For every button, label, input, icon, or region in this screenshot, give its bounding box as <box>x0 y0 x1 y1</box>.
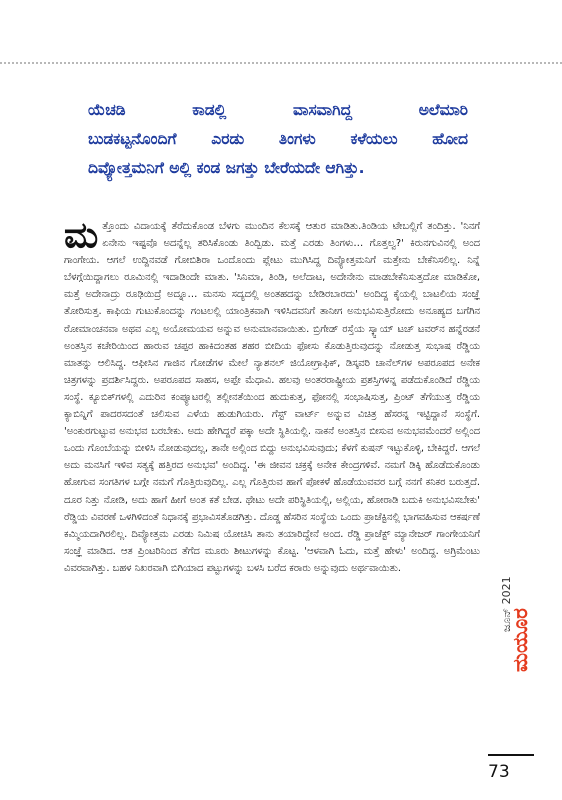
article-body <box>64 214 480 577</box>
top-dotted-rule <box>0 62 562 64</box>
drop-cap: ಮ <box>64 214 99 256</box>
article-text: ತ್ತೊಂದು ವಿದಾಯಕ್ಕೆ ತೆರೆದುಕೊಂಡ ಬೆಳಗು ಮುಂದಿನ ಕೆಲಸಕ್ಕೆ ಆತುರ ಮಾಡಿತು.ತಿಂಡಿಯ ಟೇಬಲ್ಲಿಗೆ ತಂದಿತ್ತು. 'ನಿನಗೆ ಏನೇನು ಇಷ್ಟವೊ ಅದನ್ನೆಲ್ಲ ತರಿಸಿಕೊಂಡು ತಿಂದ್ಬಿಡು. ಮತ್ತೆ ಎರಡು ತಿಂಗಳು… ಗೊತ್ತಲ್ವ?' ಕಿರುನಗುವಿನಲ್ಲಿ ಅಂದ ಗಾಂಗೇಯ. ಆಗಲೆ ಉದ್ದಿನವಡೆ ಗೋಬಿಶಿರಾ ಒಂದೊಂದು ಪ್ಲೇಟು ಮುಗಿಸಿದ್ದ ದಿವ್ಯೋತ್ತಮನಿಗೆ ಮತ್ತೇನು ಬೇಕೆನಿಸಲಿಲ್ಲ. ನಿನ್ನೆ ಬೆಳಗ್ಗೆಯಿದ್ದಾಗಲು ರೂಮಿನಲ್ಲಿ ಇದಾಡಿಂದೇ ಮಾತು. 'ಸಿನಿಮಾ, ತಿಂಡಿ, ಅಲೆದಾಟ, ಅದೇನೇನು ಮಾಡಬೇಕೆನಿಸುತ್ತದೋ ಮಾಡಿಕೋ, ಮತ್ತೆ ಅದೇನಾದ್ರು ರೂಢಿಯಿದ್ರೆ ಅದ್ನೂ… ಮನಸು ಸದ್ಯದಲ್ಲಿ ಅಂತಹದನ್ನು ಬೇಡಿರಬಾರದು' ಅಂದಿದ್ದ ಕೈಯಲ್ಲಿ ಬಾಟಲಿಯ ಸಂಜ್ಞೆ ತೋರಿಸುತ್ತ. ಕಾಫಿಯ ಗುಟುಕೊಂದನ್ನು ಗಂಟಲಲ್ಲಿ ಯಾಂತ್ರಿಕವಾಗಿ ಇಳಿಸಿದವನಿಗೆ ತಾನೀಗ ಅನುಭವಿಸುತ್ತಿರೋದು ಅನೂಹ್ಯದ ಬಗೆಗಿನ ರೋಮಾಂಚನವಾ ಅಥವ ಎಲ್ಲ ಅಯೋಮಯವ ಅನ್ನುವ ಅನುಮಾನವಾಯಿತು. ಬ್ರಿಗೇಡ್ ರಸ್ತೆಯ ಸ್ಕ್ವಾಯ್ ಟಚ್ ಟವರ್‌ನ ಹನ್ನೆರಡನೆ ಅಂತಸ್ತಿನ ಕಚೇರಿಯಿಂದ ಹಾರುವ ಚಪ್ಪರ ಹಾಕಿದಂತಹ ಶಹರ ಬೀದಿಯ ಫೋಸು ಕೊಡುತ್ತಿರುವುದನ್ನು ನೋಡುತ್ತ ಸುಭಾಷ ರೆಡ್ಡಿಯ ಮಾತನ್ನು ಆಲಿಸಿದ್ದ. ಆಫೀಸಿನ ಗಾಜಿನ ಗೋಡೆಗಳ ಮೇಲೆ ನ್ಯಾಶನಲ್ ಜಿಯೋಗ್ರಾಫಿಕ್, ಡಿಸ್ಕವರಿ ಚಾನೆಲ್‌ಗಳ ಅಪರೂಪದ ಅನೇಕ ಚಿತ್ರಗಳನ್ನು ಪ್ರದರ್ಶಿಸಿದ್ದರು. ಅಪರೂಪದ ಸಾಹಸ, ಅಪ್ಪೇ ಮೆಧಾವಿ. ಹಲವು ಅಂತರರಾಷ್ಟ್ರೀಯ ಪ್ರಶಸ್ತಿಗಳನ್ನ ಪಡೆದುಕೊಂಡಿದೆ ರೆಡ್ಡಿಯ ಸಂಸ್ಥೆ. ಕ್ಯೂಬಿಕ್‌ಗಳಲ್ಲಿ ಎದುರಿನ ಕಂಪ್ಯೂಟರಲ್ಲಿ ತಲ್ಲೀನತೆಯಿಂದ ಹುದುಕುತ್ತ, ಫೋನಲ್ಲಿ ಸಂಭಾಷಿಸುತ್ತ, ಪ್ರಿಂಟ್ ತೆಗೆಯುತ್ತ ರೆಡ್ಡಿಯ ಕ್ಯಾಬಿನ್ನಿಗೆ ಪಾದರಸದಂತೆ ಚಲಿಸುವ ಎಳೆಯ ಹುಡುಗಿಯರು. ಗೆಸ್ಟ್ ವಾರ್ಟ್ ಅನ್ನುವ ವಿಚಿತ್ರ ಹೆಸರನ್ನ ಇಟ್ಟಿದ್ದಾನೆ ಸಂಸ್ಥೆಗೆ. 'ಅಂಕುರಗುಟ್ಟುವ ಅನುಭವ ಬರಬೇಕು. ಅದು ಹೇಗಿದ್ದರೆ ಪಕ್ಕಾ ಅದೇ ಸ್ಥಿತಿಯಲ್ಲಿ. ನಾಕನೆ ಅಂತಸ್ತಿನ ಬೀಸುವ ಅನುಭವಮೆಂದರೆ ಅಲ್ಲಿಂದ ಒಂದು ಗೊಂಬೆಯನ್ನು ಬೀಳಿಸಿ ನೋಡುವುದಲ್ಲ, ತಾನೇ ಅಲ್ಲಿಂದ ಬಿದ್ದು ಅನುಭವಿಸುವುದು; ಕೆಳಗೆ ಕುಷನ್ ಇಟ್ಟುಕೊಳ್ಳಿ, ಬೇಕಿದ್ದರೆ. ಆಗಲೆ ಅದು ಮನಸಿಗೆ ಇಳಿವ ಸತ್ಯಕ್ಕೆ ಹತ್ತಿರದ ಅನುಭವ' ಅಂದಿದ್ದ. 'ಈ ಜೀವನ ಚಕ್ರಕ್ಕೆ ಅನೇಕ ಕೇಂದ್ರಗಳಿವೆ. ನಮಗೆ ಡಿಕ್ಕಿ ಹೊಡೆದುಕೊಂಡು ಹೋಗುವ ಸಂಗತಿಗಳ ಬಗ್ಗೇ ನಮಗೆ ಗೊತ್ತಿರುವುದಿಲ್ಲ. ಎಲ್ಲ ಗೊತ್ತಿರುವ ಹಾಗೆ ಪೋಕಳೆ ಹೊಡೆಯುವವರ ಬಗ್ಗೆ ನನಗೆ ಕನಿಕರ ಬರುತ್ತದೆ. ದೂರ ನಿತ್ತು ನೋಡಿ, ಅದು ಹಾಗೆ ಹೀಗೆ ಅಂತ ಕತೆ ಬೇಡ. ಥೇಟು ಅದೇ ಪರಿಸ್ಥಿತಿಯಲ್ಲಿ, ಅಲ್ಲಿಯ, ಹೋರಾಡಿ ಬದುಕಿ ಅನುಭವಿಸಬೇಕು' ರೆಡ್ಡಿಯ ವಿವರಣೆ ಒಳಗಿಳಿದಂತೆ ನಿಧಾನಕ್ಕೆ ಪ್ರಭಾವಿಸತೊಡಗಿತ್ತು. ದೊಡ್ಡ ಹೆಸರಿನ ಸಂಸ್ಥೆಯ ಒಂದು ಪ್ರಾಜೆಕ್ಟಿನಲ್ಲಿ ಭಾಗವಹಿಸುವ ಆಕರ್ಷಣೆ ಕಮ್ಮಿಯದಾಗಿರಲಿಲ್ಲ. ದಿವ್ಯೋತ್ತಮ ಎರಡು ನಿಮಿಷ ಯೋಚಿಸಿ ತಾನು ತಯಾರಿದ್ದೇನೆ ಅಂದ. ರೆಡ್ಡಿ ಪ್ರಾಜೆಕ್ಟ್ ಮ್ಯಾನೇಜರ್ ಗಾಂಗೇಯನಿಗೆ ಸಂಜ್ಞೆ ಮಾಡಿದ. ಆತ ಪ್ರಿಂಟರಿನಿಂದ ತೆಗೆದ ಮೂರು ಶೀಟುಗಳನ್ನು ಕೊಟ್ಟ. 'ಆಳವಾಗಿ ಓದು, ಮತ್ತೆ ಹೇಳು' ಅಂದಿದ್ದ. ಅಗ್ರಿಮೆಂಟು ವಿವರವಾಗಿತ್ತು. ಬಹಳ ನಿಖರವಾಗಿ ಬಿಗಿಯಾದ ಪಟ್ಟುಗಳನ್ನು ಬಳಸಿ ಬರೆದ ಕರಾರು ಅನ್ನುವುದು ಅರ್ಥವಾಯಿತು. <box>64 221 480 574</box>
pull-quote-line-3: ದಿವ್ಯೋತ್ತಮನಿಗೆ ಅಲ್ಲಿ ಕಂಡ ಜಗತ್ತು ಬೇರೆಯದೇ ಆಗಿತ್ತು. <box>88 159 365 177</box>
pull-quote <box>88 96 468 183</box>
issue-date: ಜೂನ್ 2021 <box>500 576 513 632</box>
pull-quote-line-2: ಬುಡಕಟ್ಟನೊಂದಿಗೆ ಎರಡು ತಿಂಗಳು ಕಳೆಯಲು ಹೋದ <box>88 130 468 148</box>
page-number-rule <box>488 754 534 756</box>
magazine-name: ಮಯೂರ <box>508 608 532 672</box>
pull-quote-line-1: ಯೆಚಡಿ ಕಾಡಲ್ಲಿ ವಾಸವಾಗಿದ್ದ ಅಲೆಮಾರಿ <box>88 101 468 119</box>
page-number: 73 <box>488 762 510 782</box>
